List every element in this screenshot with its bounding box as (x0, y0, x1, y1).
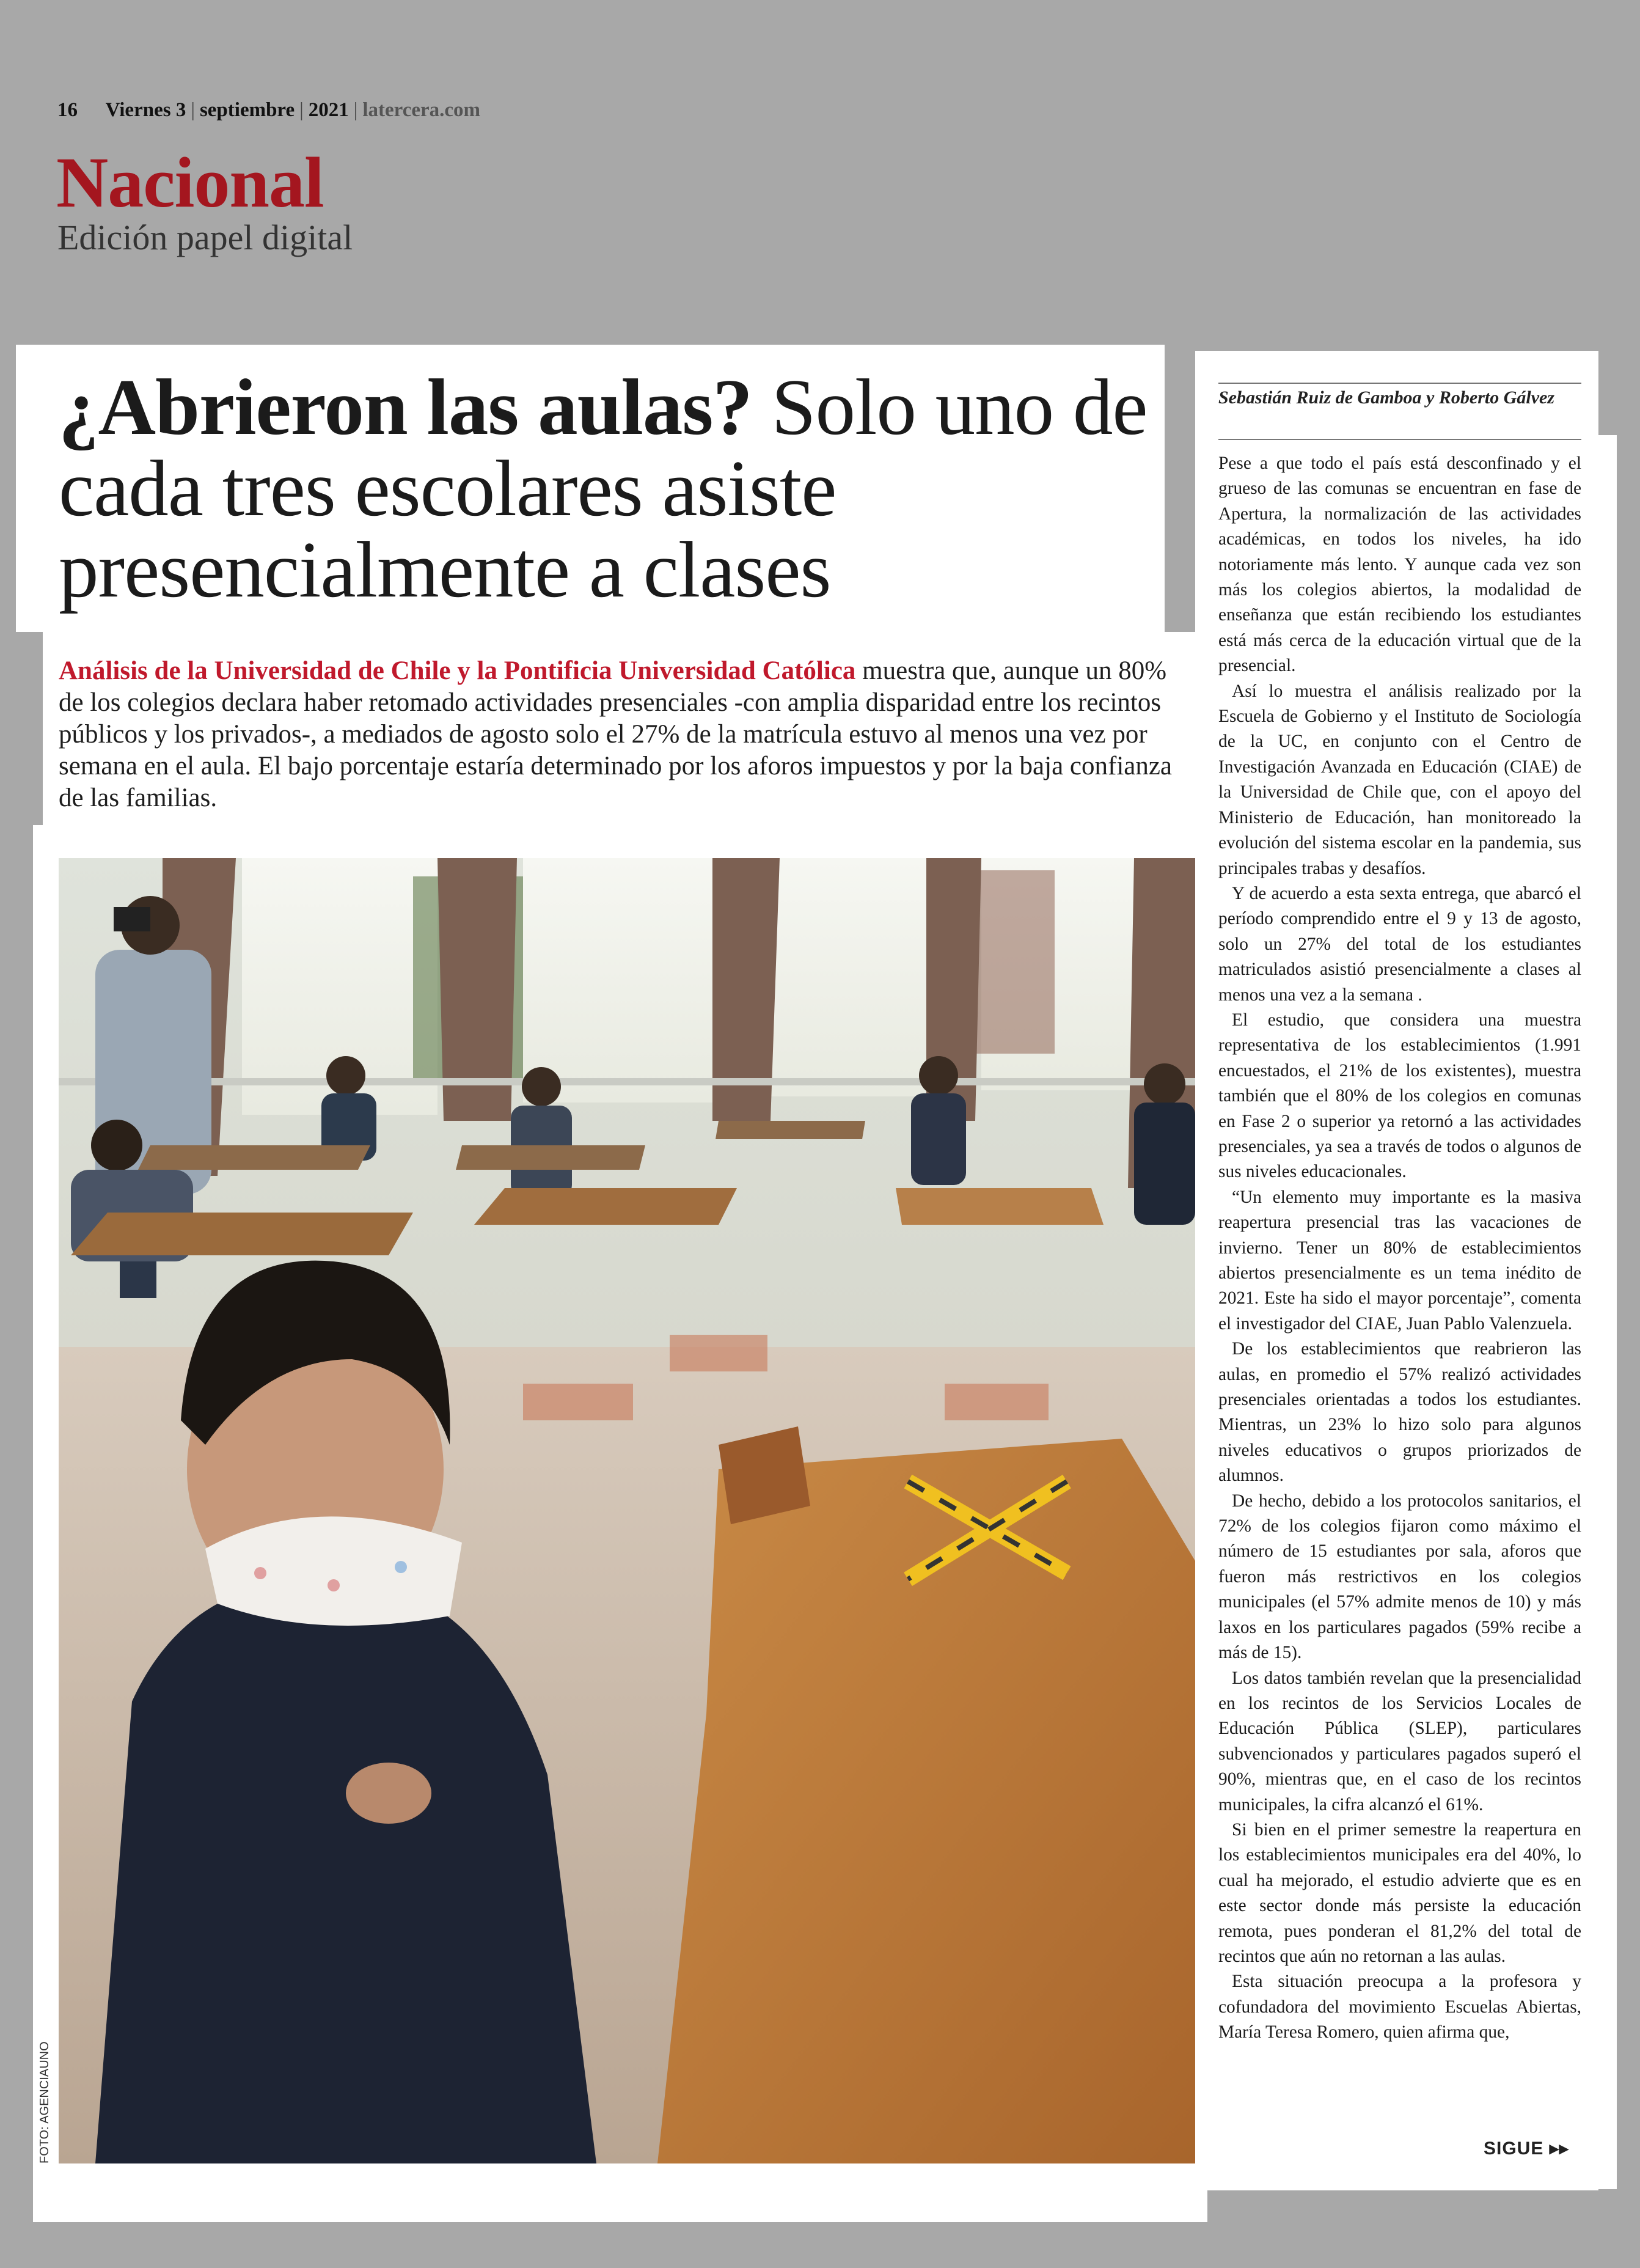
continue-link[interactable]: SIGUE ▸▸ (1484, 2138, 1569, 2159)
page-number: 16 (57, 99, 78, 121)
headline-rest: Solo uno de cada tres escolares asiste presencialmente a clases (59, 363, 1148, 614)
deck-highlight: Análisis de la Universidad de Chile y la Pontificia Universidad Católica (59, 656, 856, 685)
date-month: septiembre (199, 99, 295, 121)
paragraph: “Un elemento muy importante es la masiva reapertura presencial tras las vacaciones de invierno. Tener un 80% de establecimientos abiertos presencialmente es un tema inédito de 2021. Este ha sido el mayor porcentaje”, comenta el investigador del CIAE, Juan Pablo Valenzuela. (1218, 1187, 1581, 1334)
headline-bold: ¿Abrieron las aulas? (59, 363, 752, 452)
byline: Sebastián Ruiz de Gamboa y Roberto Gálvez (1218, 387, 1555, 408)
date-day: Viernes 3 (105, 99, 186, 121)
article-body (1218, 451, 1581, 2046)
deck (59, 655, 1183, 814)
date-year: 2021 (308, 99, 349, 121)
paragraph: Pese a que todo el país está desconfinado y el grueso de las comunas se encuentran en fase de Apertura, la normalización de las actividades académicas, en todos los niveles, ha ido notoriamente más lento. Y aunque cada vez son más los colegios abiertos, la modalidad de enseñanza que están recibiendo los estudiantes está más cerca de la educación virtual que de la presencial. (1218, 453, 1581, 676)
edition-label: Edición papel digital (57, 218, 353, 257)
dateline: 16 Viernes 3 | septiembre | 2021 | latercera.com (57, 99, 481, 121)
site-link[interactable]: latercera.com (362, 99, 481, 121)
byline-rule-bottom (1218, 439, 1581, 440)
paragraph: Y de acuerdo a esta sexta entrega, que abarcó el período comprendido entre el 9 y 13 de agosto, solo un 27% del total de los estudiantes matriculados asistió presencialmente a clases al menos una vez a la semana . (1218, 883, 1581, 1005)
photo-credit: FOTO: AGENCIAUNO (38, 2041, 51, 2163)
classroom-photo (59, 858, 1195, 2163)
section-title: Nacional (56, 142, 324, 222)
paragraph: Los datos también revelan que la presencialidad en los recintos de los Servicios Locales de Educación Pública (SLEP), particulares subvencionados y particulares pagados superó el 90%, mientras que, en el caso de los recintos municipales, la cifra alcanzó el 61%. (1218, 1668, 1581, 1815)
headline (59, 363, 1159, 614)
deck-text: muestra que, aunque un 80% de los colegios declara haber retomado actividades presenciales -con amplia disparidad entre los recintos públicos y los privados-, a mediados de agosto solo el 27% de la matrícula estuvo al menos una vez por semana en el aula. El bajo porcentaje estaría determinado por los aforos impuestos y por la baja confianza de las familias. (59, 656, 1173, 812)
paragraph: Si bien en el primer semestre la reapertura en los establecimientos municipales era del 40%, lo cual ha mejorado, el estudio advierte que es en este sector donde más persiste la educación remota, pues ponderan el 81,2% del total de recintos que aún no retornan a las aulas. (1218, 1819, 1581, 1966)
paragraph: Esta situación preocupa a la profesora y cofundadora del movimiento Escuelas Abiertas, María Teresa Romero, quien afirma que, (1218, 1972, 1581, 2042)
paragraph: Así lo muestra el análisis realizado por la Escuela de Gobierno y el Instituto de Sociología de la UC, en conjunto con el Centro de Investigación Avanzada en Educación (CIAE) de la Universidad de Chile que, con el apoyo del Ministerio de Educación, han monitoreado la evolución del sistema escolar en la pandemia, sus principales trabas y desafíos. (1218, 681, 1581, 878)
paragraph: El estudio, que considera una muestra representativa de los establecimientos (1.991 encuestados, el 21% de los existentes), muestra también que el 80% de los colegios en comunas en Fase 2 o superior ya retornó a las actividades presenciales, ya sea a través de todos o algunos de sus niveles educacionales. (1218, 1010, 1581, 1182)
paragraph: De los establecimientos que reabrieron las aulas, en promedio el 57% realizó actividades presenciales orientadas a todos los estudiantes. Mientras, un 23% lo hizo solo para algunos niveles educativos o grupos priorizados de alumnos. (1218, 1339, 1581, 1486)
paragraph: De hecho, debido a los protocolos sanitarios, el 72% de los colegios fijaron como máximo el número de 15 estudiantes por sala, aforos que fueron más restrictivos en los colegios municipales (el 57% admite menos de 10) y más laxos en los particulares pagados (59% recibe a más de 15). (1218, 1491, 1581, 1663)
byline-rule-top (1218, 383, 1581, 384)
